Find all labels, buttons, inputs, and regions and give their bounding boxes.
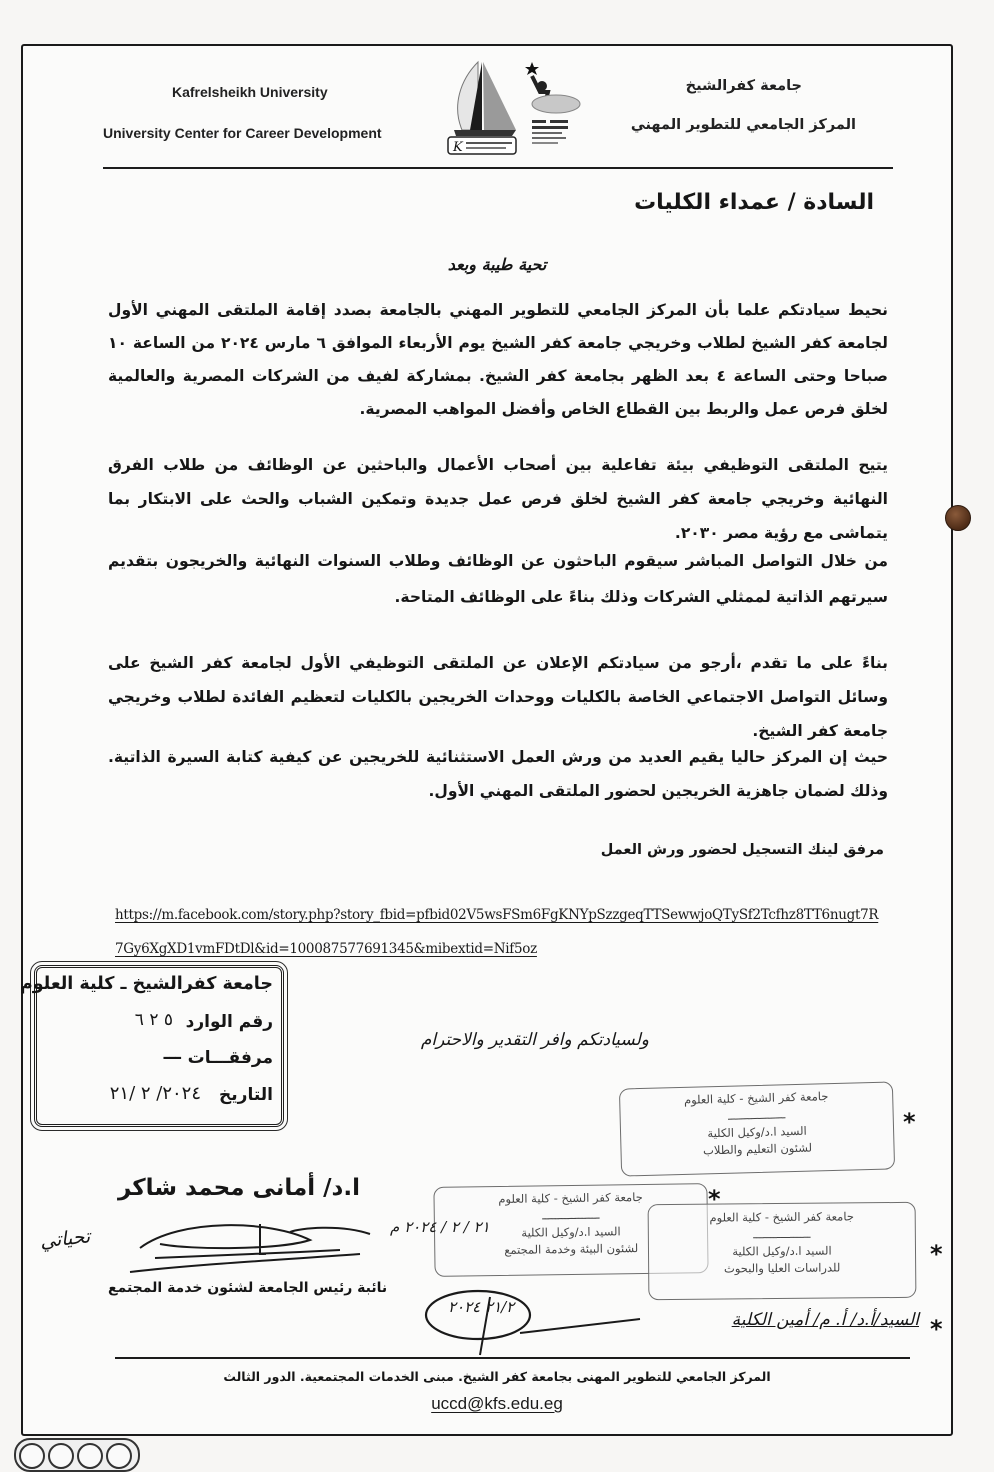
clip-ring-icon: [77, 1443, 103, 1469]
logo-letter: K: [453, 140, 463, 155]
greeting: تحية طيبة وبعد: [447, 255, 547, 274]
routing-stamp-3-addressee: السيد ا.د/وكيل الكلية: [732, 1243, 832, 1259]
signature-date: ٢١ / ٢ / ٢٠٢٤ م: [390, 1218, 490, 1236]
routing-stamp-education: جامعة كفر الشيخ - كلية العلوم ـــــــــــــــــ السيد ا.د/وكيل الكلية لشئون التعليم والطلاب: [619, 1081, 895, 1176]
incoming-registry-stamp: [19, 965, 284, 1127]
handwritten-star-1: *: [903, 1108, 916, 1136]
handwritten-star-2: *: [708, 1185, 721, 1213]
body-paragraph-5: حيث إن المركز حاليا يقيم العديد من ورش العمل الاستثنائية للخريجين عن كيفية كتابة السيرة الذاتية. وذلك لضمان جاهزية الخريجين لحضور الملتقى المهني الأول.: [108, 748, 888, 800]
footer-address: المركز الجامعي للتطوير المهنى بجامعة كفر الشيخ. مبنى الخدمات المجتمعية. الدور الثالث: [223, 1369, 771, 1384]
signatory-title: نائبة رئيس الجامعة لشئون خدمة المجتمع: [108, 1280, 388, 1296]
handwritten-signature: [40, 1210, 490, 1280]
center-name-en: University Center for Career Development: [103, 125, 382, 141]
star-icon: [525, 62, 539, 75]
career-center-logo: [518, 58, 584, 156]
handwritten-note: السيد/أ.د/ أ. م/ أمين الكلية: [731, 1310, 919, 1330]
handwritten-star-3: *: [930, 1240, 943, 1268]
salutation: السادة / عمداء الكليات: [634, 190, 874, 215]
routing-stamp-1-dept: لشئون التعليم والطلاب: [702, 1140, 813, 1158]
signatory-name: ا.د/ أمانى محمد شاكر: [118, 1175, 360, 1201]
clip-ring-icon: [48, 1443, 74, 1469]
stamp-date-label: التاريخ: [219, 1085, 273, 1105]
routing-stamp-2-dept: لشئون البيئة وخدمة المجتمع: [504, 1241, 639, 1257]
body-paragraph-1: نحيط سيادتكم علما بأن المركز الجامعي للتطوير المهني بالجامعة بصدد إقامة الملتقى المهني الأول لجامعة كفر الشيخ لطلاب وخريجي جامعة كفر الشيخ يوم الأربعاء الموافق ٦ مارس ٢٠٢٤ من الساعة ١٠ صباحا وحتى الساعة ٤ بعد الظهر بجامعة كفر الشيخ. بمشاركة لفيف من الشركات المصرية والعالمية لخلق فرص عمل والربط بين القطاع الخاص وأفضل المواهب المصرية.: [108, 301, 888, 418]
circled-date-annotation: [420, 1285, 650, 1355]
routing-stamp-2-title: جامعة كفر الشيخ - كلية العلوم: [498, 1189, 643, 1207]
closing-line: ولسيادتكم وافر التقدير والاحترام: [420, 1030, 649, 1050]
footer-divider: [115, 1357, 910, 1359]
routing-stamp-3-title: جامعة كفر الشيخ - كلية العلوم: [709, 1209, 854, 1225]
circled-date: ٢١/٢ ٢٠٢٤: [448, 1298, 515, 1316]
routing-stamp-environment: جامعة كفر الشيخ - كلية العلوم ـــــــــــــــــ السيد ا.د/وكيل الكلية لشئون البيئة وخدمة المجتمع: [433, 1183, 708, 1277]
stamp-attachments-value: ـــ: [163, 1044, 181, 1064]
university-name-en: Kafrelsheikh University: [172, 84, 328, 100]
stamp-attachments-label: مرفقـــات: [187, 1048, 273, 1068]
clip-ring-icon: [106, 1443, 132, 1469]
body-paragraph-2: يتيح الملتقى التوظيفي بيئة تفاعلية بين أصحاب الأعمال والباحثين عن الوظائف من طلاب الفرق النهائية وخريجي جامعة كفر الشيخ لخلق فرص عمل جديدة وتمكين الشباب والحث على الابتكار بما يتماشى مع رؤية مصر ٢٠٣٠.: [108, 456, 888, 542]
university-name-ar: جامعة كفرالشيخ: [685, 78, 802, 94]
clip-ring-icon: [19, 1443, 45, 1469]
stamp-date-value: ٢٠٢٤/ ٢ /٢١: [109, 1083, 201, 1104]
routing-stamp-2-addressee: السيد ا.د/وكيل الكلية: [521, 1224, 621, 1240]
binder-clip-icon: [14, 1438, 140, 1472]
routing-stamp-3-dept: للدراسات العليا والبحوث: [723, 1260, 841, 1276]
routing-stamp-graduate-studies: جامعة كفر الشيخ - كلية العلوم ـــــــــــــــــ السيد ا.د/وكيل الكلية للدراسات العليا والبحوث: [648, 1202, 917, 1300]
stamp-incoming-label: رقم الوارد: [185, 1012, 273, 1032]
footer-email[interactable]: uccd@kfs.edu.eg: [431, 1394, 563, 1413]
stamp-incoming-number: ٥ ٢ ٦: [134, 1010, 173, 1030]
university-logo: [442, 58, 520, 156]
routing-stamp-1-title: جامعة كفر الشيخ - كلية العلوم: [683, 1089, 829, 1107]
attachment-label: مرفق لينك التسجيل لحضور ورش العمل: [600, 842, 884, 858]
routing-stamp-1-addressee: السيد ا.د/وكيل الكلية: [707, 1123, 807, 1141]
punch-hole-icon: [945, 505, 971, 531]
body-paragraph-3: من خلال التواصل المباشر سيقوم الباحثون عن الوظائف وطلاب السنوات النهائية والخريجون بتقديم سيرتهم الذاتية لممثلي الشركات وذلك بناءً على الوظائف المتاحة.: [108, 552, 888, 606]
handwritten-star-4: *: [930, 1315, 943, 1343]
center-name-ar: المركز الجامعي للتطوير المهني: [630, 117, 856, 133]
header-divider: [103, 167, 893, 169]
handwritten-greeting: تحياتي: [38, 1225, 92, 1253]
stamp-faculty: جامعة كفرالشيخ ـ كلية العلوم: [19, 974, 273, 994]
body-paragraph-4: بناءً على ما تقدم ،أرجو من سيادتكم الإعلان عن الملتقى التوظيفي الأول لجامعة كفر الشيخ على وسائل التواصل الاجتماعي الخاصة بالكليات ووحدات الخريجين بالكليات لتعظيم الفائدة لطلاب وخريجي جامعة كفر الشيخ.: [108, 654, 888, 740]
registration-link[interactable]: https://m.facebook.com/story.php?story_fbid=pfbid02V5wsFSm6FgKNYpSzzgeqTTSewwjoQTySf2Tcfhz8TT6nugt7R7Gy6XgXD1vmFDtDl&id=100087577691345&mibextid=Nif5oz: [115, 907, 879, 957]
